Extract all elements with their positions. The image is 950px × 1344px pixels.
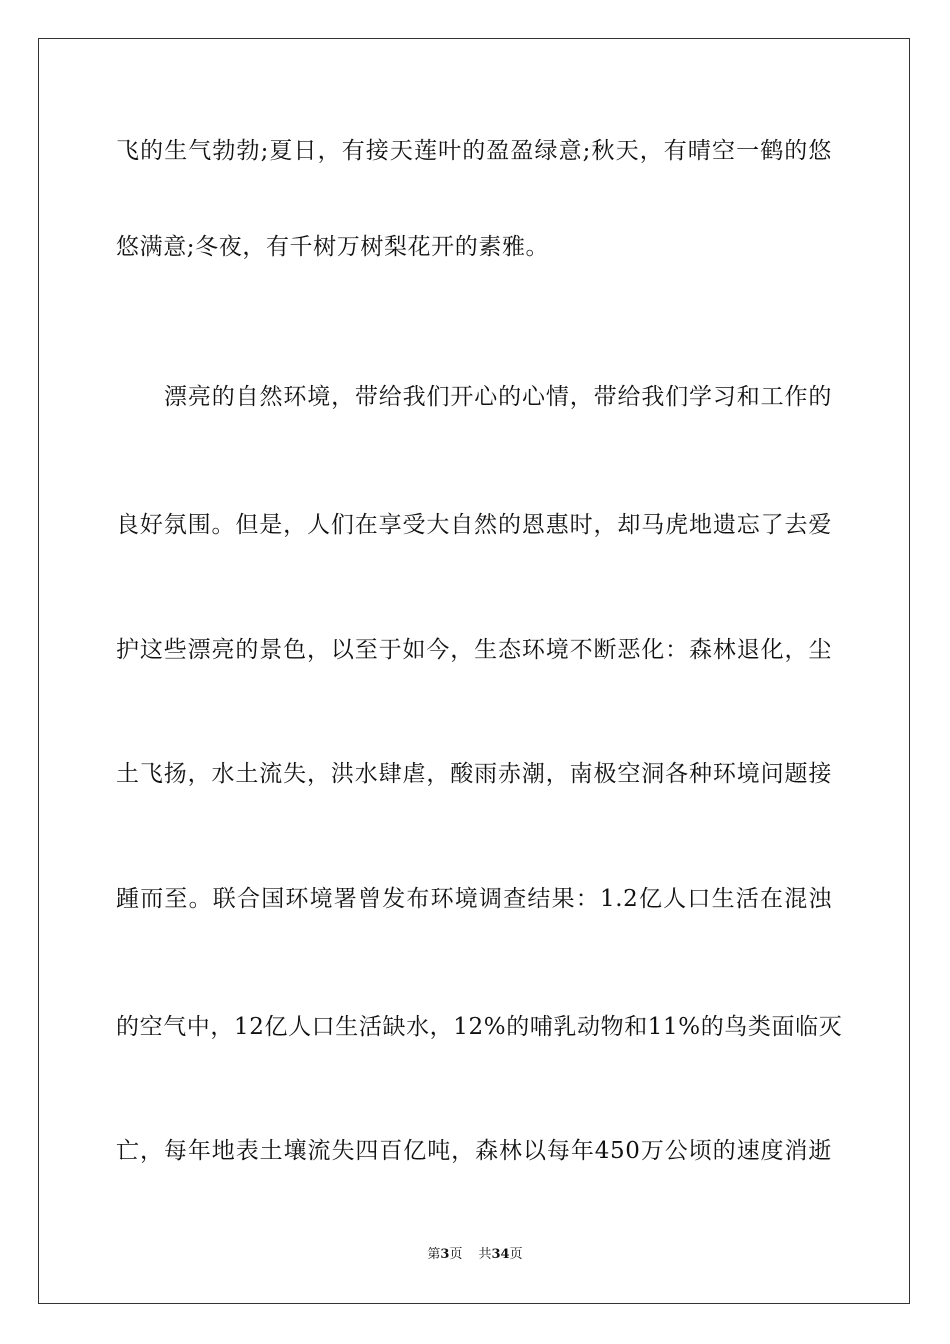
current-page-number: 3: [440, 1247, 450, 1262]
text-line: 悠满意;冬夜，有千树万树梨花开的素雅。: [116, 234, 550, 260]
page-border: [38, 38, 910, 1304]
total-unit: 页: [509, 1247, 523, 1262]
text-line: 土飞扬，水土流失，洪水肆虐，酸雨赤潮，南极空洞各种环境问题接: [116, 761, 832, 787]
text-line: 踵而至。联合国环境署曾发布环境调查结果：1.2亿人口生活在混浊: [116, 886, 832, 912]
text-line: 亡，每年地表土壤流失四百亿吨，森林以每年450万公顷的速度消逝: [116, 1138, 832, 1164]
text-line: 的空气中，12亿人口生活缺水，12%的哺乳动物和11%的鸟类面临灭: [116, 1014, 843, 1040]
text-line: 漂亮的自然环境，带给我们开心的心情，带给我们学习和工作的: [164, 384, 832, 410]
total-page-count: 34: [491, 1247, 510, 1262]
page-footer: [0, 1246, 950, 1264]
text-line: 飞的生气勃勃;夏日，有接天莲叶的盈盈绿意;秋天，有晴空一鹤的悠: [116, 138, 832, 164]
page-prefix: 第: [427, 1247, 441, 1262]
total-prefix: 共: [478, 1247, 492, 1262]
text-line: 良好氛围。但是，人们在享受大自然的恩惠时，却马虎地遗忘了去爱: [116, 512, 832, 538]
page-unit: 页: [449, 1247, 463, 1262]
text-line: 护这些漂亮的景色，以至于如今，生态环境不断恶化：森林退化，尘: [116, 637, 832, 663]
